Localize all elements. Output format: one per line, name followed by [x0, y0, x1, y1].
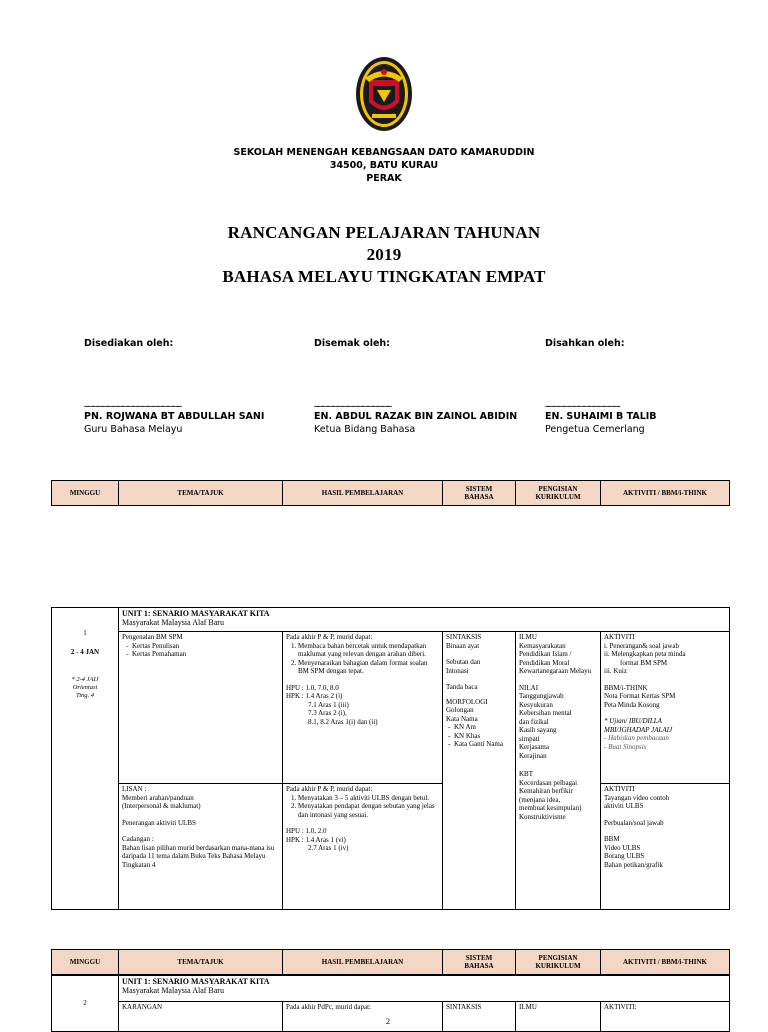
week-dates: 2 - 4 JAN: [70, 647, 100, 656]
hpk-text: 7.1 Aras 1 (iii): [308, 700, 349, 709]
col-pengisian-line2: KURIKULUM: [535, 962, 581, 970]
hasil-lead: Pada akhir P & P, murid dapat:: [286, 633, 373, 641]
tema-list: [122, 642, 279, 659]
tema-text: Bahan lisan pilihan murid berdasarkan mana-mana isu daripada 11 tema dalam Buku Teks Bahasa Melayu Tingkatan 4: [122, 843, 275, 869]
aktiviti-heading: AKTIVITI: [604, 633, 635, 641]
aktiviti-heading: AKTIVITI: [604, 785, 635, 793]
week2-hasil: Pada akhir PdPc, murid dapat:: [283, 1002, 443, 1032]
col-pengisian: [516, 950, 601, 975]
week1-hasil-a: [283, 632, 443, 784]
sig-heading: Disahkan oleh:: [545, 338, 625, 349]
col-sistem-line1: SISTEM: [465, 484, 493, 493]
sistem-text: Sebutan dan: [446, 658, 481, 666]
aktiviti-text: Video ULBS: [604, 843, 641, 852]
pengisian-text: Kesyukuran: [519, 700, 553, 709]
pengisian-text: (menjana idea,: [519, 795, 561, 804]
aktiviti-text: Tayangan video contoh: [604, 793, 670, 802]
col-sistem: [443, 481, 516, 506]
week1-hasil-b: [283, 784, 443, 910]
aktiviti-text: aktiviti ULBS: [604, 802, 644, 810]
signature-block-preparer: [84, 338, 264, 435]
doc-title: RANCANGAN PELAJARAN TAHUNAN: [227, 223, 541, 242]
pengisian-text: Kewartanegaraan Melayu: [519, 667, 592, 675]
hpu-text: HPU : 1.0, 7.0, 8.0: [286, 683, 339, 692]
pengisian-heading: ILMU: [519, 633, 537, 641]
sig-role: Ketua Bidang Bahasa: [314, 424, 416, 435]
week1-tema-a: [119, 632, 283, 784]
aktiviti-note: - Habiskan pembacaan: [604, 734, 669, 742]
week1-tema-b: [119, 784, 283, 910]
col-sistem-line1: SISTEM: [465, 953, 493, 962]
sistem-text: Kata Nama: [446, 714, 478, 723]
pengisian-text: Pendidikan Moral: [519, 658, 570, 667]
aktiviti-text: iii. Kuiz: [604, 667, 627, 675]
tema-heading: Pengenalan BM SPM: [122, 633, 183, 641]
sig-name: EN. SUHAIMI B TALIB: [545, 411, 657, 422]
sistem-heading: MORFOLOGI: [446, 697, 488, 706]
week2-minggu-cell: [52, 976, 119, 1032]
aktiviti-text: ii. Melengkapkan peta minda: [604, 650, 686, 658]
hpk-text: HPK : 1.4 Aras 1 (vi): [286, 835, 346, 844]
pengisian-text: Pendidikan Islam /: [519, 650, 572, 658]
list-item: - KN Am: [454, 723, 512, 732]
sistem-text: Binaan ayat: [446, 641, 480, 650]
aktiviti-text: Borang ULBS: [604, 852, 645, 860]
aktiviti-text: i. Penerangan& soal jawab: [604, 641, 680, 650]
tema-text: Memberi arahan/panduan: [122, 793, 194, 802]
hpu-text: HPU : 1.0, 2.0: [286, 827, 327, 835]
hpk-text: 7.3 Aras 2 (i),: [308, 709, 347, 717]
table-header: [51, 949, 730, 975]
signature-block-approver: [545, 338, 657, 435]
week1-pengisian: [516, 632, 601, 910]
pengisian-text: Kecerdasan pelbagai: [519, 778, 578, 787]
pengisian-text: Konstruktivisme: [519, 812, 566, 821]
sig-role: Guru Bahasa Melayu: [84, 424, 183, 435]
col-hasil: HASIL PEMBELAJARAN: [283, 481, 443, 506]
pengisian-text: membuat kesimpulan): [519, 804, 582, 812]
pengisian-text: dan fizikal: [519, 717, 549, 726]
tema-text: Cadangan :: [122, 835, 154, 843]
col-sistem-line2: BAHASA: [464, 962, 494, 970]
list-item: 1. Menyatakan 3 – 5 aktiviti ULBS dengan betul.: [298, 794, 439, 803]
week2-table: [51, 975, 730, 1032]
week2-unit: [119, 976, 730, 1002]
list-item: - KN Khas: [454, 732, 512, 741]
sig-heading: Disemak oleh:: [314, 338, 390, 349]
list-item: - Kertas Penulisan: [132, 642, 279, 651]
week1-sistem: [443, 632, 516, 910]
unit-title: UNIT 1: SENARIO MASYARAKAT KITA: [122, 977, 270, 986]
sig-role: Pengetua Cemerlang: [545, 424, 645, 435]
unit-subtitle: Masyarakat Malaysia Alaf Baru: [122, 986, 224, 995]
hasil-list: [286, 794, 439, 820]
aktiviti-note: * Ujian/ IBU/DILLA: [604, 717, 662, 725]
list-item: - Kata Ganti Nama: [454, 740, 512, 749]
week2-aktiviti: AKTIVITI:: [601, 1002, 730, 1032]
doc-subtitle: BAHASA MELAYU TINGKATAN EMPAT: [222, 267, 546, 286]
aktiviti-text: format BM SPM: [620, 658, 668, 667]
list-item: - Kertas Pemahaman: [132, 650, 279, 659]
week1-aktiviti-b: [601, 784, 730, 910]
week2-sistem: SINTAKSIS: [443, 1002, 516, 1032]
pengisian-heading: KBT: [519, 770, 533, 778]
aktiviti-text: Perbualan/soal jawab: [604, 818, 664, 827]
pengisian-text: Kasih sayang: [519, 726, 557, 734]
list-item: 2. Menyenaraikan bahagian dalam format soalan BM SPM dengan tepat.: [298, 659, 439, 676]
signature-block-reviewer: [314, 338, 517, 435]
pengisian-text: Kebersihan mental: [519, 709, 572, 717]
col-pengisian-line1: PENGISIAN: [538, 484, 578, 493]
col-aktiviti: AKTIVITI / BBM/i-THINK: [601, 950, 730, 975]
school-crest: [355, 56, 413, 132]
doc-year: 2019: [366, 245, 402, 264]
school-address: 34500, BATU KURAU: [329, 160, 439, 171]
col-sistem-line2: BAHASA: [464, 493, 494, 501]
aktiviti-text: Nota Format Kertas SPM: [604, 692, 676, 700]
week1-table: [51, 607, 730, 910]
sistem-text: Golongan: [446, 706, 474, 714]
pengisian-text: Kerajinan: [519, 751, 547, 760]
aktiviti-text: Peta Minda Kosong: [604, 700, 660, 709]
col-minggu: MINGGU: [52, 950, 119, 975]
aktiviti-note: - Buat Sinopsis: [604, 742, 647, 751]
hasil-lead: Pada akhir P & P, murid dapat:: [286, 785, 373, 793]
school-state: PERAK: [366, 173, 402, 184]
tema-text: (Interpersonal & maklumat): [122, 802, 201, 810]
week2-tema: KARANGAN: [119, 1002, 283, 1032]
hpk-text: 2.7 Aras 1 (iv): [308, 844, 349, 852]
sig-name: PN. ROJWANA BT ABDULLAH SANI: [84, 411, 265, 422]
pengisian-text: Kerjasama: [519, 743, 549, 751]
sistem-text: Tanda baca: [446, 683, 478, 691]
col-hasil: HASIL PEMBELAJARAN: [283, 950, 443, 975]
week-number: 2: [83, 999, 87, 1008]
week1-unit: [119, 608, 730, 632]
hpk-text: HPK : 1.4 Aras 2 (i): [286, 692, 343, 700]
col-aktiviti: AKTIVITI / BBM/i-THINK: [601, 481, 730, 506]
sig-name: EN. ABDUL RAZAK BIN ZAINOL ABIDIN: [314, 411, 518, 422]
sig-line: ............................................................: [545, 401, 620, 409]
week1-minggu-cell: [52, 608, 119, 910]
aktiviti-heading: BBM/i-THINK: [604, 683, 648, 692]
pengisian-text: Kemasyarakatan: [519, 641, 566, 650]
sistem-text: Intonasi: [446, 666, 469, 675]
col-pengisian: [516, 481, 601, 506]
school-name: SEKOLAH MENENGAH KEBANGSAAN DATO KAMARUDDIN: [233, 147, 535, 158]
sig-line: ..............................................................................: [84, 401, 182, 409]
pengisian-text: simpati: [519, 734, 540, 743]
pengisian-text: Tanggungjawab: [519, 692, 564, 700]
hpk-text: 8.1, 8.2 Aras 1(i) dan (ii): [308, 717, 378, 726]
tema-heading: LISAN :: [122, 785, 147, 793]
list-item: 2. Menyatakan pendapat dengan sebutan yang jelas dan intonasi yang sesuai.: [298, 802, 439, 819]
hasil-list: [286, 642, 439, 676]
sistem-list: [446, 723, 512, 749]
tema-text: Penerangan aktiviti ULBS: [122, 818, 196, 827]
week-number: 1: [83, 629, 87, 637]
col-pengisian-line1: PENGISIAN: [538, 953, 578, 962]
aktiviti-note: MBI/JGHADAP JALAIJ: [604, 725, 673, 734]
week-note: Ting. 4: [75, 692, 95, 699]
col-sistem: [443, 950, 516, 975]
aktiviti-heading: BBM: [604, 835, 620, 843]
table-header: [51, 480, 730, 506]
sistem-heading: SINTAKSIS: [446, 633, 482, 641]
unit-title: UNIT 1: SENARIO MASYARAKAT KITA: [122, 609, 270, 618]
sig-heading: Disediakan oleh:: [84, 338, 174, 349]
col-pengisian-line2: KURIKULUM: [535, 493, 581, 501]
pengisian-text: Kemahiran berfikir: [519, 787, 573, 795]
week-note: Orientasi: [72, 684, 98, 691]
week2-pengisian: ILMU: [516, 1002, 601, 1032]
sig-line: ..............................................................: [314, 401, 392, 409]
pengisian-heading: NILAI: [519, 683, 539, 692]
col-minggu: MINGGU: [52, 481, 119, 506]
page-number: 2: [386, 1017, 390, 1026]
col-tema: TEMA/TAJUK: [119, 950, 283, 975]
week1-aktiviti-a: [601, 632, 730, 784]
col-tema: TEMA/TAJUK: [119, 481, 283, 506]
aktiviti-text: Bahan petikan/grafik: [604, 860, 663, 869]
unit-subtitle: Masyarakat Malaysia Alaf Baru: [122, 618, 224, 627]
week-note: * 2-4 JAIJ: [71, 676, 99, 683]
list-item: 1. Membaca bahan bercetak untuk mendapatkan maklumat yang relevan dengan arahan diberi.: [298, 642, 439, 659]
